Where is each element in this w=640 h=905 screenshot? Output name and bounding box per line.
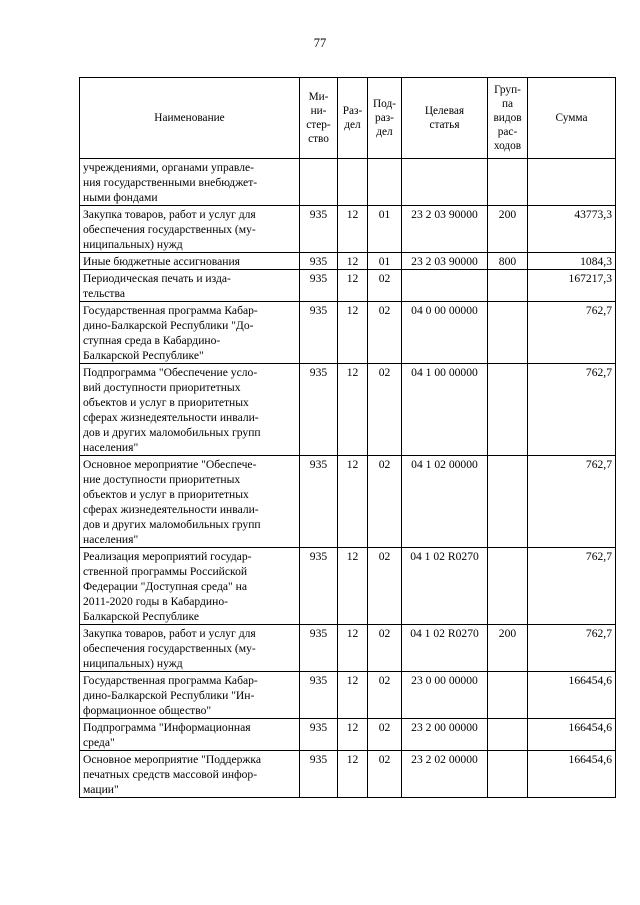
header-ministry: Ми- ни- стер- ство [300, 78, 338, 159]
table-row [80, 206, 616, 253]
table-row [80, 672, 616, 719]
cell-ministry: 935 [300, 672, 338, 719]
cell-sum: 762,7 [528, 548, 616, 625]
cell-ministry: 935 [300, 719, 338, 751]
cell-name: Закупка товаров, работ и услуг для обеспечения государственных (му- ниципальных) нужд [80, 625, 300, 672]
cell-name: Периодическая печать и изда- тельства [80, 270, 300, 302]
cell-expense-group [488, 302, 528, 364]
table-row [80, 456, 616, 548]
cell-section: 12 [338, 456, 368, 548]
budget-table [79, 77, 616, 798]
cell-sum: 762,7 [528, 364, 616, 456]
cell-target: 23 2 02 00000 [402, 751, 488, 798]
cell-expense-group [488, 672, 528, 719]
cell-name: Государственная программа Кабар- дино-Балкарской Республики "Ин- формационное общество" [80, 672, 300, 719]
table-row [80, 719, 616, 751]
cell-expense-group: 200 [488, 625, 528, 672]
cell-target: 23 0 00 00000 [402, 672, 488, 719]
cell-name: Основное мероприятие "Поддержка печатных средств массовой инфор- мации" [80, 751, 300, 798]
header-target: Целевая статья [402, 78, 488, 159]
cell-sum: 1084,3 [528, 253, 616, 270]
cell-subsection: 01 [368, 253, 402, 270]
cell-expense-group [488, 548, 528, 625]
cell-expense-group [488, 270, 528, 302]
cell-sum: 166454,6 [528, 751, 616, 798]
cell-sum: 167217,3 [528, 270, 616, 302]
cell-target: 04 1 00 00000 [402, 364, 488, 456]
header-sum: Сумма [528, 78, 616, 159]
cell-subsection: 02 [368, 672, 402, 719]
header-section: Раз- дел [338, 78, 368, 159]
table-row [80, 159, 616, 206]
cell-subsection: 02 [368, 270, 402, 302]
cell-sum: 166454,6 [528, 672, 616, 719]
page-number: 77 [313, 36, 327, 50]
table-row [80, 270, 616, 302]
cell-subsection: 02 [368, 456, 402, 548]
cell-subsection: 02 [368, 719, 402, 751]
cell-target [402, 159, 488, 206]
cell-ministry: 935 [300, 206, 338, 253]
cell-subsection: 02 [368, 548, 402, 625]
cell-target: 23 2 00 00000 [402, 719, 488, 751]
cell-section: 12 [338, 364, 368, 456]
cell-expense-group [488, 719, 528, 751]
cell-ministry: 935 [300, 625, 338, 672]
cell-section: 12 [338, 270, 368, 302]
cell-name: учреждениями, органами управле- ния государственными внебюджет- ными фондами [80, 159, 300, 206]
cell-expense-group [488, 751, 528, 798]
cell-ministry: 935 [300, 364, 338, 456]
cell-ministry: 935 [300, 302, 338, 364]
header-expense-group: Груп- па видов рас- ходов [488, 78, 528, 159]
cell-sum: 762,7 [528, 302, 616, 364]
cell-subsection: 02 [368, 364, 402, 456]
header-name: Наименование [80, 78, 300, 159]
cell-subsection: 01 [368, 206, 402, 253]
cell-ministry: 935 [300, 548, 338, 625]
cell-name: Реализация мероприятий государ- ственной программы Российской Федерации "Доступная среда" на 2011-2020 годы в Кабардино- Балкарской Республике [80, 548, 300, 625]
cell-section: 12 [338, 625, 368, 672]
cell-target: 04 0 00 00000 [402, 302, 488, 364]
cell-section: 12 [338, 253, 368, 270]
cell-section: 12 [338, 548, 368, 625]
cell-section [338, 159, 368, 206]
table-row [80, 302, 616, 364]
table-body [80, 159, 616, 798]
cell-expense-group: 800 [488, 253, 528, 270]
header-subsection: Под- раз- дел [368, 78, 402, 159]
cell-expense-group: 200 [488, 206, 528, 253]
cell-expense-group [488, 159, 528, 206]
cell-expense-group [488, 456, 528, 548]
cell-subsection [368, 159, 402, 206]
cell-name: Государственная программа Кабар- дино-Балкарской Республики "До- ступная среда в Кабардино- Балкарской Республике" [80, 302, 300, 364]
cell-ministry: 935 [300, 751, 338, 798]
cell-sum: 762,7 [528, 456, 616, 548]
table-row [80, 364, 616, 456]
header-row [80, 78, 616, 159]
cell-sum [528, 159, 616, 206]
cell-name: Подпрограмма "Обеспечение усло- вий доступности приоритетных объектов и услуг в приоритетных сферах жизнедеятельности инвали- дов и других маломобильных групп населения" [80, 364, 300, 456]
cell-target: 23 2 03 90000 [402, 206, 488, 253]
table-row [80, 548, 616, 625]
cell-expense-group [488, 364, 528, 456]
cell-section: 12 [338, 751, 368, 798]
cell-section: 12 [338, 719, 368, 751]
cell-name: Закупка товаров, работ и услуг для обеспечения государственных (му- ниципальных) нужд [80, 206, 300, 253]
cell-subsection: 02 [368, 625, 402, 672]
cell-ministry: 935 [300, 456, 338, 548]
cell-target: 04 1 02 R0270 [402, 625, 488, 672]
cell-ministry: 935 [300, 270, 338, 302]
cell-target: 23 2 03 90000 [402, 253, 488, 270]
cell-name: Иные бюджетные ассигнования [80, 253, 300, 270]
table-row [80, 625, 616, 672]
table-row [80, 751, 616, 798]
cell-target: 04 1 02 R0270 [402, 548, 488, 625]
cell-ministry [300, 159, 338, 206]
cell-target: 04 1 02 00000 [402, 456, 488, 548]
cell-name: Основное мероприятие "Обеспече- ние доступности приоритетных объектов и услуг в приоритетных сферах жизнедеятельности инвали- дов и других маломобильных групп населения" [80, 456, 300, 548]
cell-sum: 43773,3 [528, 206, 616, 253]
cell-subsection: 02 [368, 302, 402, 364]
cell-section: 12 [338, 672, 368, 719]
cell-section: 12 [338, 302, 368, 364]
cell-sum: 166454,6 [528, 719, 616, 751]
cell-ministry: 935 [300, 253, 338, 270]
cell-subsection: 02 [368, 751, 402, 798]
cell-name: Подпрограмма "Информационная среда" [80, 719, 300, 751]
cell-sum: 762,7 [528, 625, 616, 672]
cell-section: 12 [338, 206, 368, 253]
table-row [80, 253, 616, 270]
cell-target [402, 270, 488, 302]
